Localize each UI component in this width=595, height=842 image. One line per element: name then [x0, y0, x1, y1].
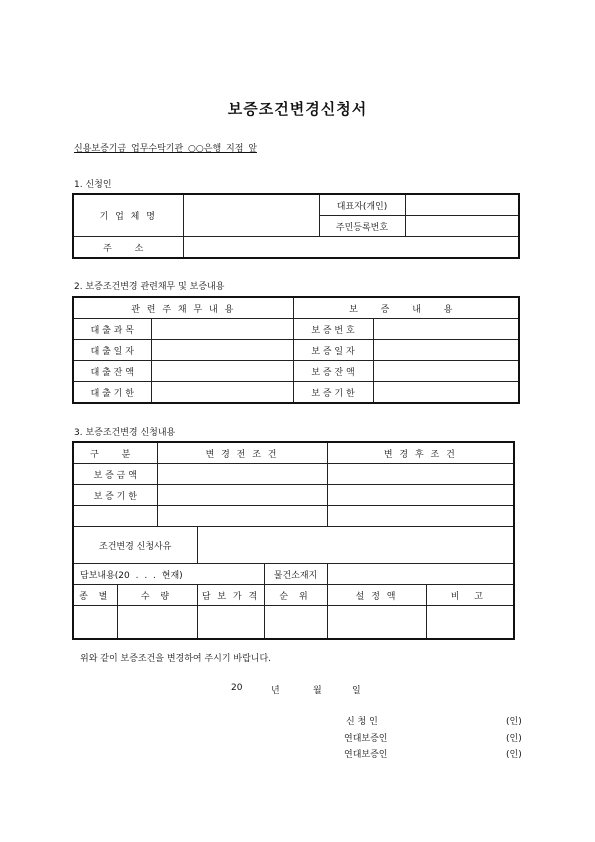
date-day: 일 [352, 686, 361, 696]
loan-subject-field[interactable] [151, 319, 293, 340]
coll-note-field[interactable] [426, 606, 514, 640]
amount-label: 보 증 금 액 [73, 464, 157, 485]
guarantee-balance-label: 보 증 잔 액 [293, 361, 373, 382]
loan-balance-field[interactable] [151, 361, 293, 382]
guarantor2-seal: (인) [506, 750, 522, 760]
loan-term-field[interactable] [151, 382, 293, 404]
coll-type-header: 종 별 [73, 585, 117, 606]
debt-header: 관 련 주 채 무 내 용 [73, 297, 293, 319]
representative-field[interactable] [405, 194, 519, 216]
location-field[interactable] [327, 564, 514, 585]
section3-heading: 3. 보증조건변경 신청내용 [74, 428, 176, 438]
coll-quantity-field[interactable] [117, 606, 197, 640]
addressee-line: 신용보증기금 업무수탁기관 ○○은행 지점 앞 [74, 144, 257, 154]
period-after-field[interactable] [327, 485, 514, 506]
coll-rank-header: 순 위 [264, 585, 327, 606]
change-request-table [72, 441, 515, 640]
representative-label: 대표자(개인) [319, 194, 405, 216]
guarantor2-role: 연대보증인 [344, 750, 388, 760]
collateral-label: 담보내용(20 . . . 현재) [73, 564, 264, 585]
coll-value-header: 담 보 가 격 [197, 585, 264, 606]
guarantor1-seal: (인) [506, 734, 522, 744]
guarantee-number-field[interactable] [373, 319, 519, 340]
request-text: 위와 같이 보증조건을 변경하여 주시기 바랍니다. [80, 654, 272, 664]
guarantor1-role: 연대보증인 [344, 734, 388, 744]
loan-balance-label: 대 출 잔 액 [73, 361, 151, 382]
applicant-role: 신 청 인 [346, 717, 378, 727]
coll-note-header: 비 고 [426, 585, 514, 606]
loan-subject-label: 대 출 과 목 [73, 319, 151, 340]
coll-type-field[interactable] [73, 606, 117, 640]
loan-date-label: 대 출 일 자 [73, 340, 151, 361]
related-debt-table [72, 296, 520, 404]
guarantee-header: 보 증 내 용 [293, 297, 519, 319]
category-header: 구 분 [73, 442, 157, 464]
date-month: 월 [313, 686, 322, 696]
guarantee-term-field[interactable] [373, 382, 519, 404]
coll-quantity-header: 수 량 [117, 585, 197, 606]
resident-number-field[interactable] [405, 216, 519, 237]
section1-heading: 1. 신청인 [74, 180, 112, 190]
address-label: 주 소 [73, 237, 183, 259]
location-label: 물건소재지 [264, 564, 327, 585]
guarantee-balance-field[interactable] [373, 361, 519, 382]
section2-heading: 2. 보증조건변경 관련채무 및 보증내용 [74, 282, 225, 292]
guarantee-number-label: 보 증 번 호 [293, 319, 373, 340]
reason-field[interactable] [197, 527, 514, 564]
coll-amount-header: 설 정 액 [327, 585, 426, 606]
applicant-table [72, 193, 520, 259]
after-header: 변 경 후 조 건 [327, 442, 514, 464]
document-title: 보증조건변경신청서 [227, 100, 368, 118]
loan-date-field[interactable] [151, 340, 293, 361]
reason-label: 조건변경 신청사유 [73, 527, 197, 564]
amount-after-field[interactable] [327, 464, 514, 485]
applicant-seal: (인) [506, 717, 522, 727]
address-field[interactable] [183, 237, 519, 259]
loan-term-label: 대 출 기 한 [73, 382, 151, 404]
date-year-prefix: 20 [231, 683, 243, 693]
guarantee-date-label: 보 증 일 자 [293, 340, 373, 361]
coll-value-field[interactable] [197, 606, 264, 640]
before-header: 변 경 전 조 건 [157, 442, 327, 464]
coll-rank-field[interactable] [264, 606, 327, 640]
period-label: 보 증 기 한 [73, 485, 157, 506]
guarantee-term-label: 보 증 기 한 [293, 382, 373, 404]
guarantee-date-field[interactable] [373, 340, 519, 361]
period-before-field[interactable] [157, 485, 327, 506]
coll-amount-field[interactable] [327, 606, 426, 640]
amount-before-field[interactable] [157, 464, 327, 485]
company-name-label: 기 업 체 명 [73, 194, 183, 237]
extra-category-field[interactable] [73, 506, 157, 527]
extra-before-field[interactable] [157, 506, 327, 527]
date-year: 년 [271, 686, 280, 696]
resident-number-label: 주민등록번호 [319, 216, 405, 237]
extra-after-field[interactable] [327, 506, 514, 527]
company-name-field[interactable] [183, 194, 319, 237]
